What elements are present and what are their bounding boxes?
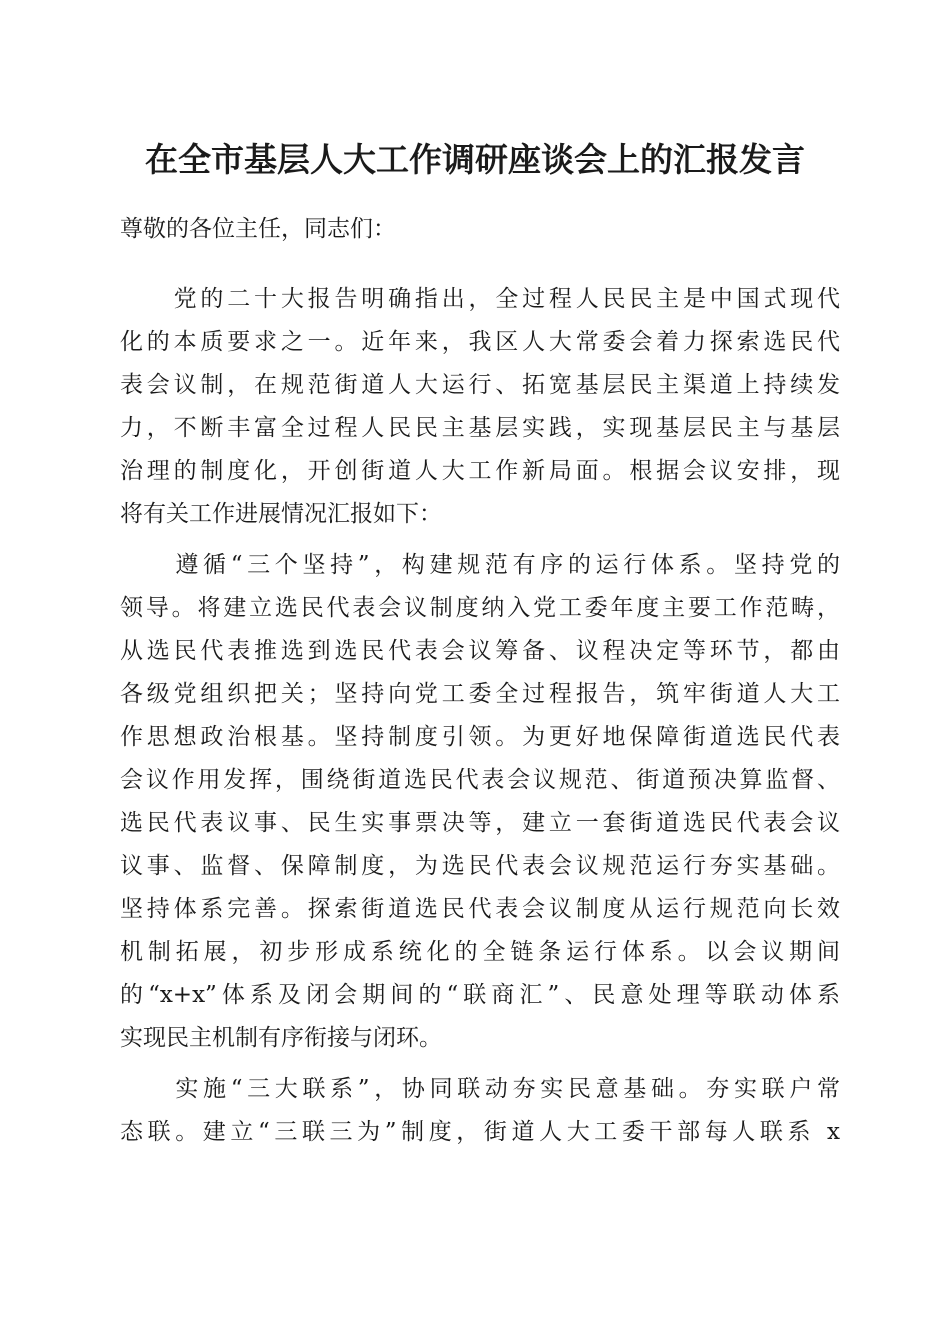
salutation-line: 尊敬的各位主任，同志们： [120,216,396,242]
paragraph-line: 作思想政治根基。坚持制度引领。为更好地保障街道选民代表 [120,724,840,750]
paragraph-line: 力，不断丰富全过程人民民主基层实践，实现基层民主与基层 [120,415,840,441]
paragraph-line: 机制拓展，初步形成系统化的全链条运行体系。以会议期间 [120,939,840,965]
paragraph-line: 实施“三大联系”，协同联动夯实民意基础。夯实联户常 [120,1076,840,1102]
document-title: 在全市基层人大工作调研座谈会上的汇报发言 [145,140,805,179]
paragraph-line: 从选民代表推选到选民代表会议筹备、议程决定等环节，都由 [120,638,840,664]
paragraph-line: 坚持体系完善。探索街道选民代表会议制度从运行规范向长效 [120,896,840,922]
paragraph-line: 选民代表议事、民生实事票决等，建立一套街道选民代表会议 [120,810,840,836]
paragraph-line: 领导。将建立选民代表会议制度纳入党工委年度主要工作范畴， [120,595,840,621]
paragraph-line: 治理的制度化，开创街道人大工作新局面。根据会议安排，现 [120,458,840,484]
paragraph-line: 议事、监督、保障制度，为选民代表会议规范运行夯实基础。 [120,853,840,879]
paragraph-line: 实现民主机制有序衔接与闭环。 [120,1025,442,1051]
paragraph-line: 会议作用发挥，围绕街道选民代表会议规范、街道预决算监督、 [120,767,840,793]
paragraph-line: 各级党组织把关；坚持向党工委全过程报告，筑牢街道人大工 [120,681,840,707]
paragraph-line: 化的本质要求之一。近年来，我区人大常委会着力探索选民代 [120,329,840,355]
paragraph-line: 态联。建立“三联三为”制度，街道人大工委干部每人联系 x [120,1119,840,1145]
paragraph-line: 党的二十大报告明确指出，全过程人民民主是中国式现代 [120,286,840,312]
paragraph-line: 遵循“三个坚持”，构建规范有序的运行体系。坚持党的 [120,552,840,578]
paragraph-line: 的“x+x”体系及闭会期间的“联商汇”、民意处理等联动体系 [120,982,840,1008]
paragraph-line: 表会议制，在规范街道人大运行、拓宽基层民主渠道上持续发 [120,372,840,398]
paragraph-line: 将有关工作进展情况汇报如下： [120,501,442,527]
